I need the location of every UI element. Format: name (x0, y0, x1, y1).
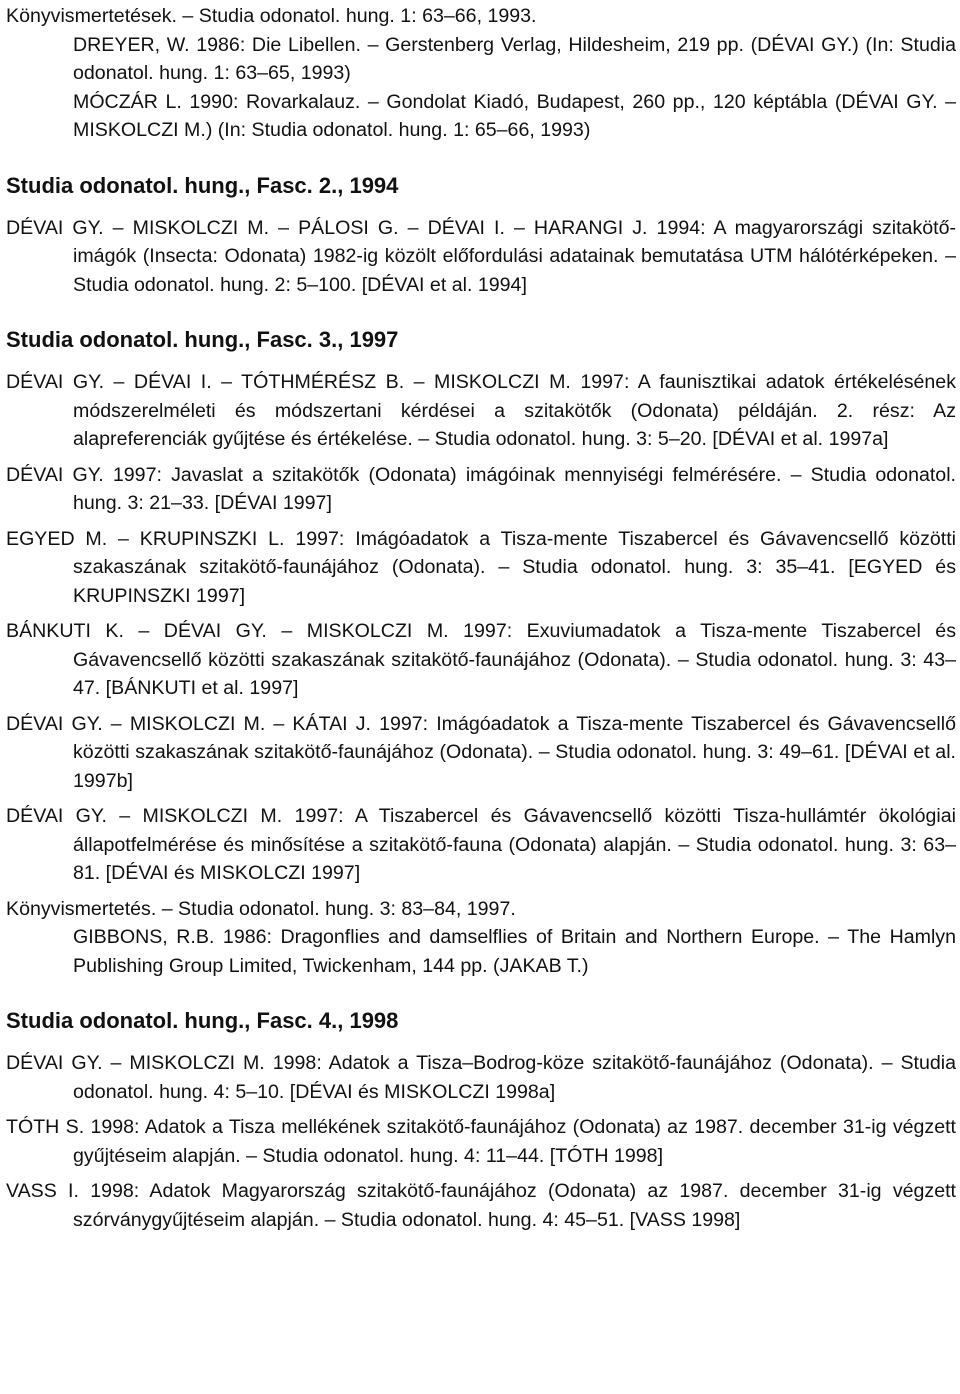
reference-entry: BÁNKUTI K. – DÉVAI GY. – MISKOLCZI M. 1997: Exuviumadatok a Tisza-mente Tiszabercel és Gávavencsellő közötti szakaszának szitakötő-faunájához (Odonata). – Studia odonatol. hung. 3: 43–47. [BÁNKUTI et al. 1997] (6, 620, 956, 699)
document-page (6, 2, 956, 1241)
reference-entry: DÉVAI GY. 1997: Javaslat a szitakötők (Odonata) imágóinak mennyiségi felmérésére. – Studia odonatol. hung. 3: 21–33. [DÉVAI 1997] (6, 463, 956, 514)
reference-entry: VASS I. 1998: Adatok Magyarország szitakötő-faunájához (Odonata) az 1987. december 31-ig végzett szórványgyűjtéseim alapján. – Studia odonatol. hung. 4: 45–51. [VASS 1998] (6, 1180, 956, 1231)
reference-entry: Könyvismertetés. – Studia odonatol. hung. 3: 83–84, 1997. (6, 897, 516, 920)
sub-reference-entry: GIBBONS, R.B. 1986: Dragonflies and damselflies of Britain and Northern Europe. – The Hamlyn Publishing Group Limited, Twickenham, 144 pp. (JAKAB T.) (73, 926, 956, 977)
reference-entry: DÉVAI GY. – MISKOLCZI M. 1998: Adatok a Tisza–Bodrog-köze szitakötő-faunájához (Odonata). – Studia odonatol. hung. 4: 5–10. [DÉVAI és MISKOLCZI 1998a] (6, 1052, 956, 1103)
reference-entry: DÉVAI GY. – MISKOLCZI M. – PÁLOSI G. – DÉVAI I. – HARANGI J. 1994: A magyarországi szitakötő-imágók (Insecta: Odonata) 1982-ig közölt előfordulási adatainak bemutatása UTM hálótérképeken. – Studia odonatol. hung. 2: 5–100. [DÉVAI et al. 1994] (6, 216, 956, 296)
section-heading: Studia odonatol. hung., Fasc. 4., 1998 (6, 1008, 399, 1033)
section-heading: Studia odonatol. hung., Fasc. 2., 1994 (6, 172, 399, 198)
sub-reference-entry: DREYER, W. 1986: Die Libellen. – Gerstenberg Verlag, Hildesheim, 219 pp. (DÉVAI GY.) (In: Studia odonatol. hung. 1: 63–65, 1993) (73, 33, 956, 84)
sub-reference-entry: MÓCZÁR L. 1990: Rovarkalauz. – Gondolat Kiadó, Budapest, 260 pp., 120 képtábla (DÉVAI GY. – MISKOLCZI M.) (In: Studia odonatol. hung. 1: 65–66, 1993) (73, 90, 956, 141)
reference-entry: TÓTH S. 1998: Adatok a Tisza mellékének szitakötő-faunájához (Odonata) az 1987. december 31-ig végzett gyűjtéseim alapján. – Studia odonatol. hung. 4: 11–44. [TÓTH 1998] (6, 1116, 956, 1167)
section-heading: Studia odonatol. hung., Fasc. 3., 1997 (6, 327, 399, 352)
reference-entry: EGYED M. – KRUPINSZKI L. 1997: Imágóadatok a Tisza-mente Tiszabercel és Gávavencsellő közötti szakaszának szitakötő-faunájához (Odonata). – Studia odonatol. hung. 3: 35–41. [EGYED és KRUPINSZKI 1997] (6, 527, 956, 607)
reference-entry: DÉVAI GY. – DÉVAI I. – TÓTHMÉRÉSZ B. – MISKOLCZI M. 1997: A faunisztikai adatok értékelésének módszerelméleti és módszertani kérdései a szitakötők (Odonata) példáján. 2. rész: Az alapreferenciák gyűjtése és értékelése. – Studia odonatol. hung. 3: 5–20. [DÉVAI et al. 1997a] (6, 371, 956, 450)
reference-entry: DÉVAI GY. – MISKOLCZI M. – KÁTAI J. 1997: Imágóadatok a Tisza-mente Tiszabercel és Gávavencsellő közötti szakaszának szitakötő-faunájához (Odonata). – Studia odonatol. hung. 3: 49–61. [DÉVAI et al. 1997b] (6, 712, 956, 792)
reference-entry: Könyvismertetések. – Studia odonatol. hung. 1: 63–66, 1993. (6, 5, 537, 27)
reference-entry: DÉVAI GY. – MISKOLCZI M. 1997: A Tiszabercel és Gávavencsellő közötti Tisza-hullámtér ökológiai állapotfelmérése és minősítése a szitakötő-fauna (Odonata) alapján. – Studia odonatol. hung. 3: 63–81. [DÉVAI és MISKOLCZI 1997] (6, 805, 956, 884)
